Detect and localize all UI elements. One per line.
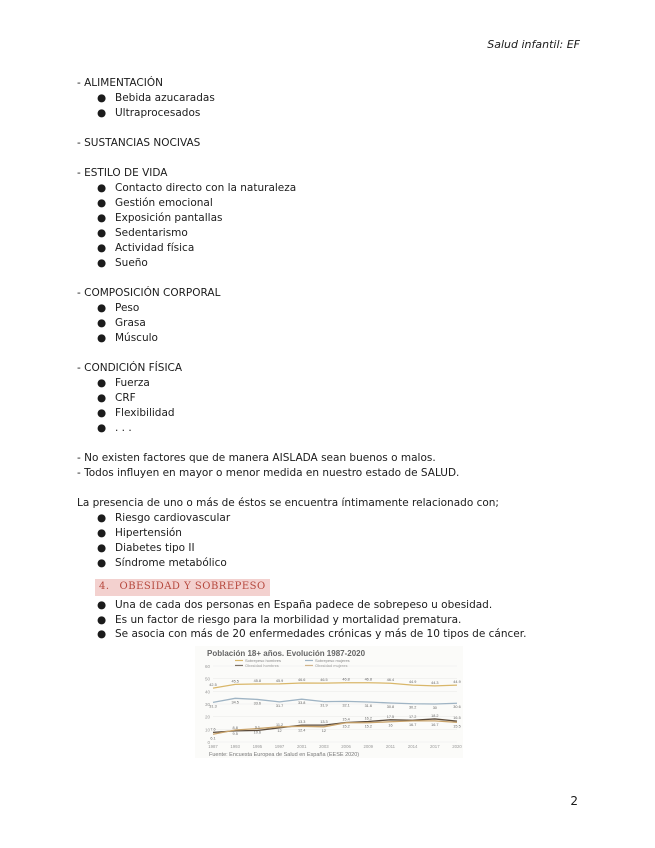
data-label: 34.5 (231, 700, 239, 705)
section-estilo-vida (77, 166, 597, 271)
x-tick-label: 2001 (296, 744, 307, 749)
list-item: ● Fuerza (97, 377, 150, 389)
data-label: 33.6 (253, 701, 262, 706)
bullet-icon: ● (97, 107, 107, 119)
bullet-icon: ● (97, 227, 107, 239)
bullet-icon: ● (97, 182, 107, 194)
data-label: 16.2 (364, 716, 372, 721)
data-label: 10.6 (253, 730, 262, 735)
section-title: - ALIMENTACIÓN (77, 77, 163, 89)
data-label: 16 (388, 723, 393, 728)
data-label: 46.4 (386, 678, 395, 683)
x-tick-label: 2011 (385, 744, 396, 749)
bullet-icon: ● (97, 377, 107, 389)
obesity-heading (95, 579, 270, 596)
chart-title: Población 18+ años. Evolución 1987-2020 (207, 649, 366, 658)
heading-number: 4. (99, 581, 110, 592)
x-tick-label: 2020 (452, 744, 462, 749)
section-composicion (77, 286, 597, 346)
bullet-icon: ● (97, 392, 107, 404)
legend-label: Sobrepeso hombres (245, 658, 282, 663)
bullet-icon: ● (97, 332, 107, 344)
y-tick-label: 30 (204, 702, 210, 707)
x-tick-label: 2003 (319, 744, 329, 749)
data-label: 15.2 (342, 724, 350, 729)
legend-label: Sobrepeso mujeres (315, 658, 350, 663)
section-title: - CONDICIÓN FÍSICA (77, 362, 183, 374)
data-label: 30.8 (386, 704, 395, 709)
y-tick-label: 40 (204, 689, 210, 695)
data-label: 9.5 (232, 731, 238, 736)
bullet-list (77, 301, 597, 346)
list-item: ● CRF (97, 392, 136, 404)
data-label: 30.6 (453, 705, 461, 710)
data-label: 46.8 (342, 677, 350, 682)
list-item: ● Bebida azucaradas (97, 92, 215, 104)
list-item: ● Sueño (97, 257, 148, 269)
relation-intro: La presencia de uno o más de éstos se encuentra íntimamente relacionado con; (77, 497, 499, 509)
data-label: 30 (432, 706, 437, 710)
x-tick-label: 1987 (208, 744, 218, 749)
bullet-icon: ● (97, 212, 107, 224)
legend-label: Obesidad hombres (245, 663, 279, 668)
x-tick-label: 2014 (407, 744, 418, 749)
data-label: 9.1 (254, 725, 261, 730)
list-item: ● Es un factor de riesgo para la morbilidad y mortalidad prematura. (97, 613, 462, 626)
bullet-icon: ● (97, 422, 107, 434)
y-tick-label: 60 (204, 664, 210, 669)
section-title: - ESTILO DE VIDA (77, 167, 168, 179)
data-label: 33.8 (298, 701, 306, 706)
data-label: 15.2 (364, 724, 372, 729)
x-tick-label: 1995 (252, 744, 263, 749)
data-label: 7.6 (210, 727, 216, 732)
list-item: ● Exposición pantallas (97, 212, 223, 224)
data-label: 15.5 (453, 724, 461, 729)
series-line (213, 721, 457, 734)
bullet-icon: ● (97, 197, 107, 209)
data-label: 16.5 (453, 716, 461, 721)
y-tick-label: 10 (204, 727, 210, 733)
chart-svg (195, 646, 463, 758)
list-item: ● Grasa (97, 317, 146, 329)
data-label: 31.9 (320, 703, 328, 708)
data-label: 44.9 (453, 680, 461, 685)
notes-block (77, 451, 597, 481)
data-label: 46.8 (364, 677, 372, 682)
bullet-icon: ● (97, 557, 107, 569)
chart-legend (235, 658, 350, 668)
x-tick-label: 2017 (430, 744, 440, 749)
list-item: ● Síndrome metabólico (97, 557, 227, 569)
data-label: 17.2 (408, 715, 417, 720)
data-label: 13.3 (298, 720, 306, 725)
bullet-icon: ● (97, 242, 107, 254)
data-label: 32.1 (342, 703, 350, 708)
data-label: 42.5 (209, 683, 217, 688)
data-label: 8.8 (232, 725, 238, 730)
x-tick-label: 2006 (341, 744, 351, 749)
y-tick-label: 50 (204, 676, 210, 682)
section-title: - COMPOSICIÓN CORPORAL (77, 287, 221, 299)
section-sustancias (77, 136, 597, 151)
data-label: 45.5 (231, 679, 239, 684)
data-label: 12 (277, 728, 282, 733)
list-item: ● Ultraprocesados (97, 107, 201, 119)
data-label: 15.4 (342, 717, 350, 722)
list-item: ● Sedentarismo (97, 227, 188, 239)
data-label: 16.7 (431, 722, 439, 727)
list-item: ● Peso (97, 302, 140, 314)
list-item: ● Riesgo cardiovascular (97, 512, 231, 524)
note-line: - No existen factores que de manera AISLADA sean buenos o malos. (77, 452, 436, 464)
data-label: 44.3 (431, 680, 439, 685)
list-item: ● Músculo (97, 332, 158, 344)
data-label: 31.6 (364, 703, 372, 708)
document-body (77, 76, 597, 642)
bullet-icon: ● (97, 317, 107, 329)
heading-text: OBESIDAD Y SOBREPESO (119, 581, 266, 592)
data-label: 11.2 (275, 722, 284, 727)
relation-list (77, 511, 597, 571)
data-label: 12 (321, 728, 327, 733)
bullet-icon: ● (97, 542, 107, 554)
page-header-title: Salud infantil: EF (487, 38, 580, 51)
legend-label: Obesidad mujeres (315, 663, 348, 668)
bullet-list (77, 181, 597, 271)
list-item: ● Gestión emocional (97, 197, 213, 209)
data-label: 44.9 (408, 680, 417, 685)
bullet-list (77, 91, 597, 121)
bullet-icon: ● (97, 512, 107, 524)
bullet-icon: ● (97, 628, 107, 640)
bullet-icon: ● (97, 599, 107, 611)
data-label: 16.7 (408, 722, 417, 727)
bullet-icon: ● (97, 527, 107, 539)
list-item: ● . . . (97, 422, 132, 434)
data-label: 45.9 (275, 678, 284, 683)
x-tick-label: 1997 (274, 744, 285, 749)
bullet-icon: ● (97, 92, 107, 104)
chart-grid (205, 664, 462, 749)
bullet-icon: ● (97, 257, 107, 269)
obesity-chart (195, 646, 463, 758)
list-item: ● Diabetes tipo II (97, 542, 195, 554)
obesity-list (77, 598, 597, 642)
list-item: ● Una de cada dos personas en España padece de sobrepeso u obesidad. (97, 599, 493, 611)
data-label: 30.2 (408, 705, 417, 710)
chart-source: Fuente: Encuesta Europea de Salud en España (EESE 2020) (209, 752, 360, 758)
y-tick-label: 20 (204, 714, 210, 720)
bullet-list (77, 376, 597, 436)
data-label: 46.5 (320, 678, 328, 683)
list-item: ● Hipertensión (97, 527, 182, 539)
data-label: 31.7 (275, 703, 284, 708)
data-label: 17.5 (386, 714, 395, 719)
data-label: 45.8 (253, 678, 262, 683)
bullet-icon: ● (97, 407, 107, 419)
list-item: ● Flexibilidad (97, 407, 175, 419)
section-alimentacion (77, 76, 597, 121)
data-label: 6.1 (210, 736, 216, 741)
y-tick-label: 0 (207, 740, 210, 745)
list-item: ● Se asocia con más de 20 enfermedades crónicas y más de 10 tipos de cáncer. (97, 628, 527, 640)
bullet-icon: ● (97, 613, 107, 626)
list-item: ● Actividad física (97, 242, 195, 254)
list-item: ● Contacto directo con la naturaleza (97, 182, 297, 194)
series-line (213, 698, 457, 704)
bullet-icon: ● (97, 302, 107, 314)
data-label: 18.2 (431, 713, 439, 718)
section-title: - SUSTANCIAS NOCIVAS (77, 137, 201, 149)
data-label: 12.4 (298, 728, 306, 733)
data-label: 46.6 (298, 677, 306, 682)
section-condicion (77, 361, 597, 436)
x-tick-label: 2009 (363, 744, 374, 749)
x-tick-label: 1993 (230, 744, 240, 749)
data-label: 31.3 (209, 704, 217, 709)
data-label: 13.3 (320, 720, 328, 725)
page-number: 2 (570, 794, 578, 808)
note-line: - Todos influyen en mayor o menor medida en nuestro estado de SALUD. (77, 467, 460, 479)
